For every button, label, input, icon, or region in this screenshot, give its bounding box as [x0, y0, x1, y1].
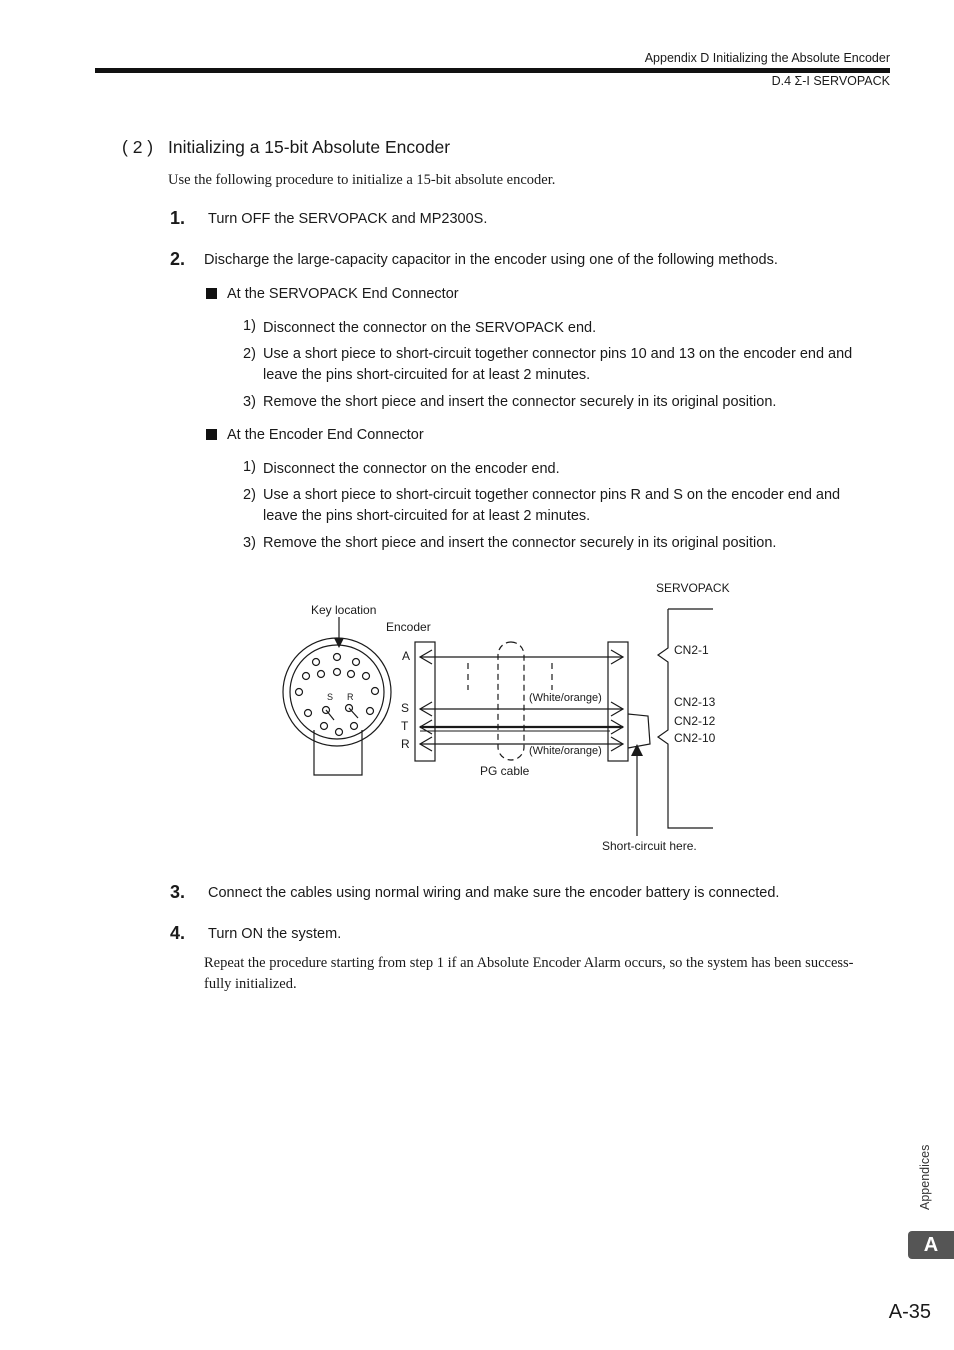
- substep-text-continued: leave the pins short-circuited for at least 2 minutes.: [263, 367, 591, 383]
- dot-r-label: R: [347, 692, 354, 702]
- substep-text: Use a short piece to short-circuit together connector pins 10 and 13 on the encoder end and: [263, 346, 853, 362]
- substep-number: 1): [243, 459, 256, 475]
- short-piece: [628, 714, 650, 748]
- step-text: Turn ON the system.: [208, 926, 342, 942]
- key-location-label: Key location: [311, 603, 377, 617]
- running-header-chapter: Appendix D Initializing the Absolute Encoder: [644, 51, 890, 65]
- cn2-1-label: CN2-1: [674, 643, 709, 657]
- substep-number: 2): [243, 487, 256, 503]
- pin-r-label: R: [401, 737, 410, 751]
- servopack-label: SERVOPACK: [656, 581, 730, 595]
- encoder-pins: [296, 654, 379, 736]
- step-number: 2.: [170, 249, 186, 269]
- pin-s-label: S: [401, 701, 410, 715]
- step-text: Connect the cables using normal wiring and make sure the encoder battery is connected.: [208, 885, 780, 901]
- method-title: At the Encoder End Connector: [227, 427, 424, 443]
- substep-text-continued: leave the pins short-circuited for at least 2 minutes.: [263, 508, 591, 524]
- dot-s-label: S: [327, 692, 334, 702]
- encoder-connector-inner: [290, 645, 384, 739]
- pin-a-label: A: [402, 649, 411, 663]
- cn2-12-label: CN2-12: [674, 714, 716, 728]
- cn2-10-label: CN2-10: [674, 731, 716, 745]
- step-number: 4.: [170, 923, 186, 943]
- closing-text-continued: fully initialized.: [204, 976, 297, 992]
- white-orange-label: (White/orange): [529, 745, 602, 757]
- white-orange-label: (White/orange): [529, 692, 602, 704]
- section-title: Initializing a 15-bit Absolute Encoder: [168, 137, 451, 157]
- substep-text: Remove the short piece and insert the connector securely in its original position.: [263, 394, 777, 410]
- substep-text: Disconnect the connector on the SERVOPACK end.: [263, 320, 597, 336]
- appendices-side-label: Appendices: [918, 1144, 932, 1210]
- substep-number: 3): [243, 394, 256, 410]
- encoder-label: Encoder: [386, 620, 431, 634]
- substep-text: Use a short piece to short-circuit together connector pins R and S on the encoder end and: [263, 487, 841, 503]
- closing-text: Repeat the procedure starting from step 1 if an Absolute Encoder Alarm occurs, so the system has been success-: [204, 955, 854, 971]
- short-circuit-label: Short-circuit here.: [602, 839, 697, 853]
- pg-cable-label: PG cable: [480, 764, 530, 778]
- substep-text: Disconnect the connector on the encoder end.: [263, 461, 560, 477]
- pin-t-label: T: [401, 719, 409, 733]
- step-text: Turn OFF the SERVOPACK and MP2300S.: [208, 211, 488, 227]
- cn2-13-label: CN2-13: [674, 695, 716, 709]
- substep-text: Remove the short piece and insert the connector securely in its original position.: [263, 535, 777, 551]
- section-number: ( 2 ): [122, 137, 154, 157]
- method-title: At the SERVOPACK End Connector: [227, 286, 459, 302]
- page-number: A-35: [888, 1301, 931, 1323]
- step-text: Discharge the large-capacity capacitor in the encoder using one of the following methods.: [204, 252, 778, 268]
- step-number: 1.: [170, 208, 186, 228]
- pg-cable-shield: [498, 642, 524, 760]
- step-number: 3.: [170, 882, 186, 902]
- substep-number: 3): [243, 535, 256, 551]
- intro-text: Use the following procedure to initialize a 15-bit absolute encoder.: [168, 172, 556, 188]
- appendix-tab: A: [908, 1231, 954, 1259]
- running-header-section: D.4 Σ-I SERVOPACK: [771, 74, 890, 88]
- substep-number: 2): [243, 346, 256, 362]
- substep-number: 1): [243, 318, 256, 334]
